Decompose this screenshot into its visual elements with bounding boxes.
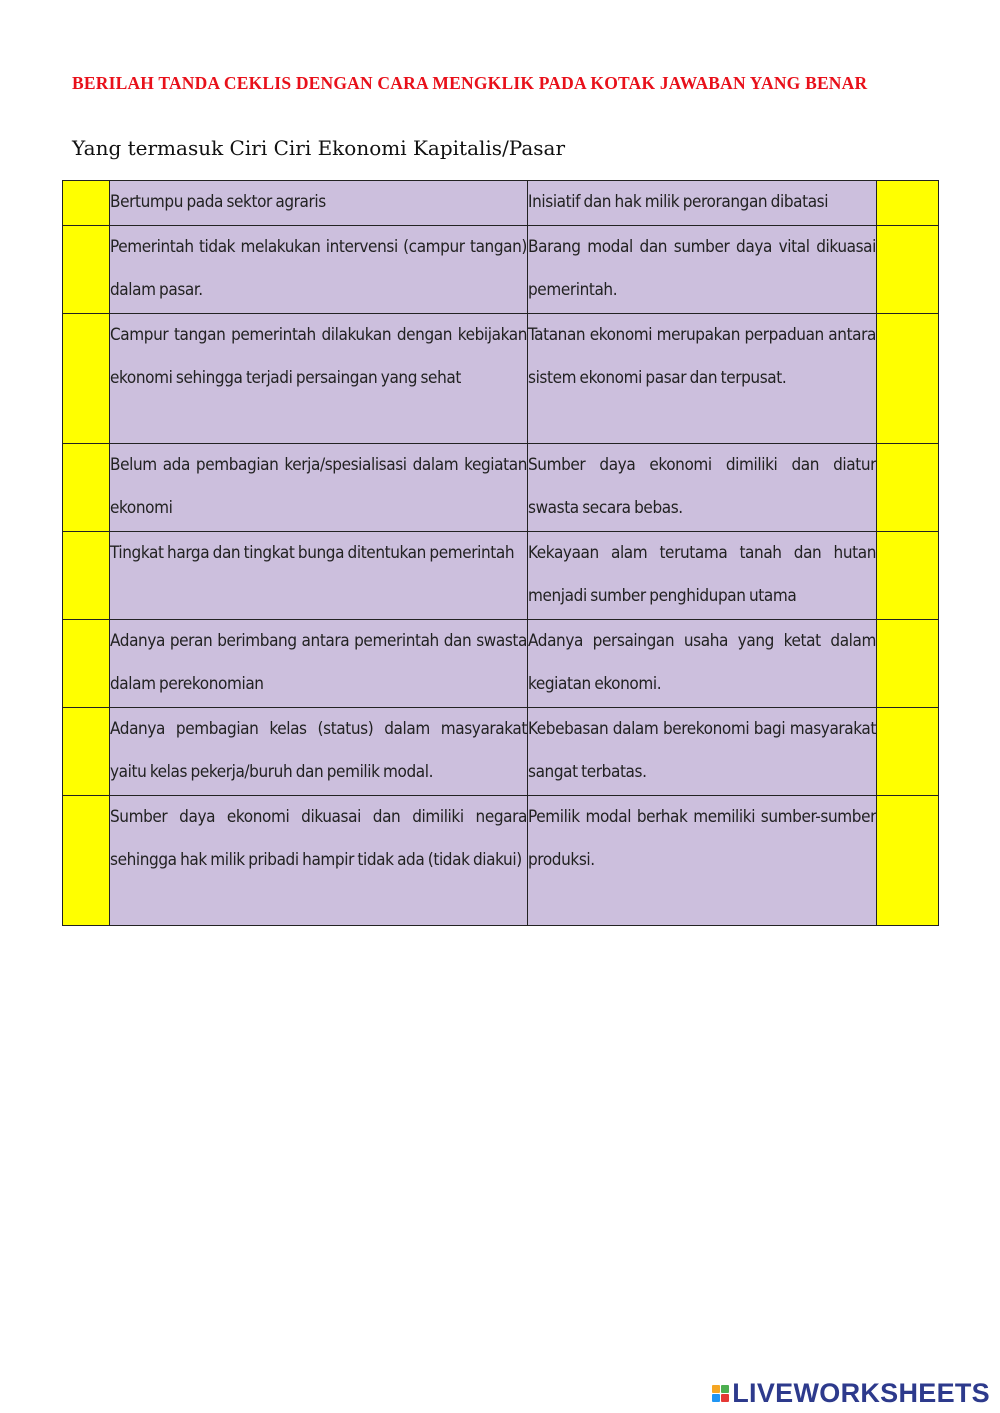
checkbox-right-4[interactable] — [877, 443, 939, 531]
checkbox-left-7[interactable] — [63, 707, 110, 795]
table-row — [63, 795, 939, 925]
checkbox-left-4[interactable] — [63, 443, 110, 531]
checkbox-right-2[interactable] — [877, 225, 939, 313]
table-row — [63, 707, 939, 795]
checkbox-right-5[interactable] — [877, 531, 939, 619]
statement-left-8: Sumber daya ekonomi dikuasai dan dimiliki negara sehingga hak milik pribadi hampir tidak ada (tidak diakui) — [110, 795, 528, 925]
table-row — [63, 225, 939, 313]
statement-right-5: Kekayaan alam terutama tanah dan hutan menjadi sumber penghidupan utama — [528, 531, 877, 619]
table-row — [63, 531, 939, 619]
statement-left-4: Belum ada pembagian kerja/spesialisasi dalam kegiatan ekonomi — [110, 443, 528, 531]
instruction-text: BERILAH TANDA CEKLIS DENGAN CARA MENGKLIK PADA KOTAK JAWABAN YANG BENAR — [72, 73, 868, 93]
statement-right-1: Inisiatif dan hak milik perorangan dibatasi — [528, 181, 877, 226]
checkbox-left-8[interactable] — [63, 795, 110, 925]
table-row — [63, 313, 939, 443]
checkbox-left-5[interactable] — [63, 531, 110, 619]
checkbox-left-6[interactable] — [63, 619, 110, 707]
statement-right-4: Sumber daya ekonomi dimiliki dan diatur swasta secara bebas. — [528, 443, 877, 531]
statement-left-7: Adanya pembagian kelas (status) dalam masyarakat yaitu kelas pekerja/buruh dan pemilik modal. — [110, 707, 528, 795]
checkbox-right-7[interactable] — [877, 707, 939, 795]
checkbox-right-1[interactable] — [877, 181, 939, 226]
statement-right-3: Tatanan ekonomi merupakan perpaduan antara sistem ekonomi pasar dan terpusat. — [528, 313, 877, 443]
table-row — [63, 443, 939, 531]
statement-left-6: Adanya peran berimbang antara pemerintah dan swasta dalam perekonomian — [110, 619, 528, 707]
table-row — [63, 181, 939, 226]
checkbox-right-3[interactable] — [877, 313, 939, 443]
statement-left-5: Tingkat harga dan tingkat bunga ditentukan pemerintah — [110, 531, 528, 619]
liveworksheets-logo — [712, 1377, 990, 1409]
checkbox-left-2[interactable] — [63, 225, 110, 313]
statement-left-3: Campur tangan pemerintah dilakukan dengan kebijakan ekonomi sehingga terjadi persaingan yang sehat — [110, 313, 528, 443]
answer-table — [62, 180, 939, 926]
question-title: Yang termasuk Ciri Ciri Ekonomi Kapitalis/Pasar — [72, 136, 566, 160]
statement-right-8: Pemilik modal berhak memiliki sumber-sumber produksi. — [528, 795, 877, 925]
table-row — [63, 619, 939, 707]
statement-right-6: Adanya persaingan usaha yang ketat dalam kegiatan ekonomi. — [528, 619, 877, 707]
logo-text: LIVEWORKSHEETS — [732, 1377, 990, 1408]
checkbox-left-3[interactable] — [63, 313, 110, 443]
statement-right-2: Barang modal dan sumber daya vital dikuasai pemerintah. — [528, 225, 877, 313]
statement-left-2: Pemerintah tidak melakukan intervensi (campur tangan) dalam pasar. — [110, 225, 528, 313]
liveworksheets-logo-icon — [712, 1385, 729, 1402]
statement-right-7: Kebebasan dalam berekonomi bagi masyarakat sangat terbatas. — [528, 707, 877, 795]
checkbox-left-1[interactable] — [63, 181, 110, 226]
checkbox-right-8[interactable] — [877, 795, 939, 925]
statement-left-1: Bertumpu pada sektor agraris — [110, 181, 528, 226]
checkbox-right-6[interactable] — [877, 619, 939, 707]
